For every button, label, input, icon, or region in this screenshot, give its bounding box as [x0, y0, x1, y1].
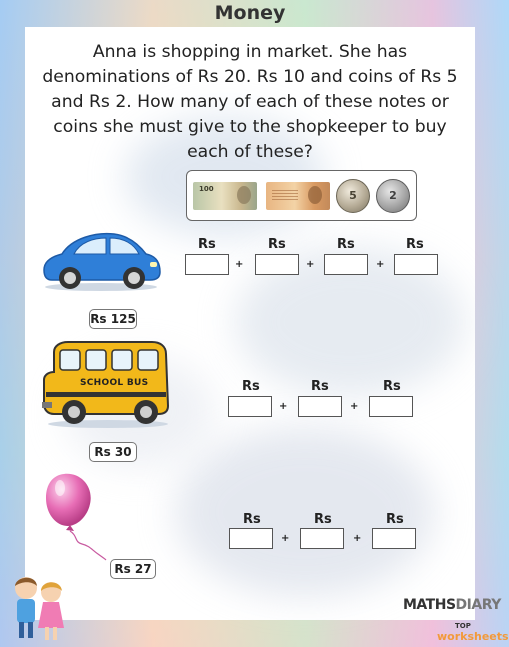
- answer-label: Rs: [198, 237, 216, 252]
- coin-value: 2: [389, 189, 397, 202]
- answer-label: Rs: [406, 237, 424, 252]
- portrait-icon: [308, 186, 322, 204]
- rs-note-orange: [266, 182, 330, 210]
- bus-sign: SCHOOL BUS: [80, 378, 149, 388]
- bus-window: [138, 350, 158, 370]
- balloon-illustration: [38, 470, 110, 562]
- plus-sign: +: [306, 259, 315, 270]
- kid-leg: [28, 622, 33, 638]
- coin-value: 5: [349, 189, 357, 202]
- answer-label: Rs: [383, 379, 401, 394]
- car-hubcap: [64, 272, 76, 284]
- answer-label: Rs: [242, 379, 260, 394]
- answer-box[interactable]: [229, 528, 273, 549]
- car-illustration: [38, 230, 164, 292]
- price-tag-car: Rs 125: [89, 309, 137, 329]
- plus-sign: +: [353, 533, 362, 544]
- bus-window: [86, 350, 106, 370]
- bus-window: [60, 350, 80, 370]
- answer-label: Rs: [243, 512, 261, 527]
- answer-box[interactable]: [185, 254, 229, 275]
- portrait-icon: [237, 186, 251, 204]
- balloon-string: [70, 531, 106, 560]
- answer-label: Rs: [314, 512, 332, 527]
- kid-leg: [19, 622, 24, 638]
- currency-panel: [186, 170, 417, 221]
- note-value: 100: [199, 185, 214, 193]
- answer-label: Rs: [337, 237, 355, 252]
- plus-sign: +: [350, 401, 359, 412]
- kid-leg: [45, 627, 49, 640]
- bus-hubcap: [140, 406, 152, 418]
- bus-hubcap: [68, 406, 80, 418]
- kids-illustration: [6, 572, 70, 644]
- note-text-lines: [272, 190, 298, 202]
- kid-dress: [38, 602, 64, 628]
- answer-box[interactable]: [324, 254, 368, 275]
- page-title: Money: [214, 2, 286, 24]
- kid-leg: [53, 627, 57, 640]
- rs-2-coin: [376, 179, 410, 213]
- plus-sign: +: [279, 401, 288, 412]
- answer-label: Rs: [386, 512, 404, 527]
- answer-label: Rs: [268, 237, 286, 252]
- brand-worksheets: worksheets: [437, 630, 509, 643]
- answer-box[interactable]: [255, 254, 299, 275]
- bus-window: [112, 350, 132, 370]
- bus-stripe: [46, 392, 166, 397]
- rs-5-coin: [336, 179, 370, 213]
- car-headlight: [150, 262, 157, 267]
- car-hubcap: [128, 272, 140, 284]
- price-tag-bus: Rs 30: [89, 442, 137, 462]
- answer-box[interactable]: [394, 254, 438, 275]
- plus-sign: +: [281, 533, 290, 544]
- rs-100-note: [193, 182, 257, 210]
- brand-diary: DIARY: [455, 597, 501, 613]
- bus-bumper: [42, 402, 52, 408]
- brand-maths: MATHS: [403, 597, 456, 613]
- answer-box[interactable]: [298, 396, 342, 417]
- price-tag-balloon: Rs 27: [110, 559, 156, 579]
- answer-box[interactable]: [300, 528, 344, 549]
- answer-box[interactable]: [372, 528, 416, 549]
- plus-sign: +: [235, 259, 244, 270]
- balloon-highlight: [55, 480, 65, 496]
- answer-box[interactable]: [369, 396, 413, 417]
- answer-box[interactable]: [228, 396, 272, 417]
- plus-sign: +: [376, 259, 385, 270]
- balloon-body: [46, 474, 91, 526]
- question-text: Anna is shopping in market. She has denominations of Rs 20. Rs 10 and coins of Rs 5 and Rs 2. How many of each of these notes or coins she must give to the shopkeeper to buy each of these?: [42, 42, 458, 162]
- kid-body: [17, 599, 35, 623]
- brand-logo: [403, 597, 501, 613]
- brand-top: TOP: [455, 622, 471, 630]
- answer-label: Rs: [311, 379, 329, 394]
